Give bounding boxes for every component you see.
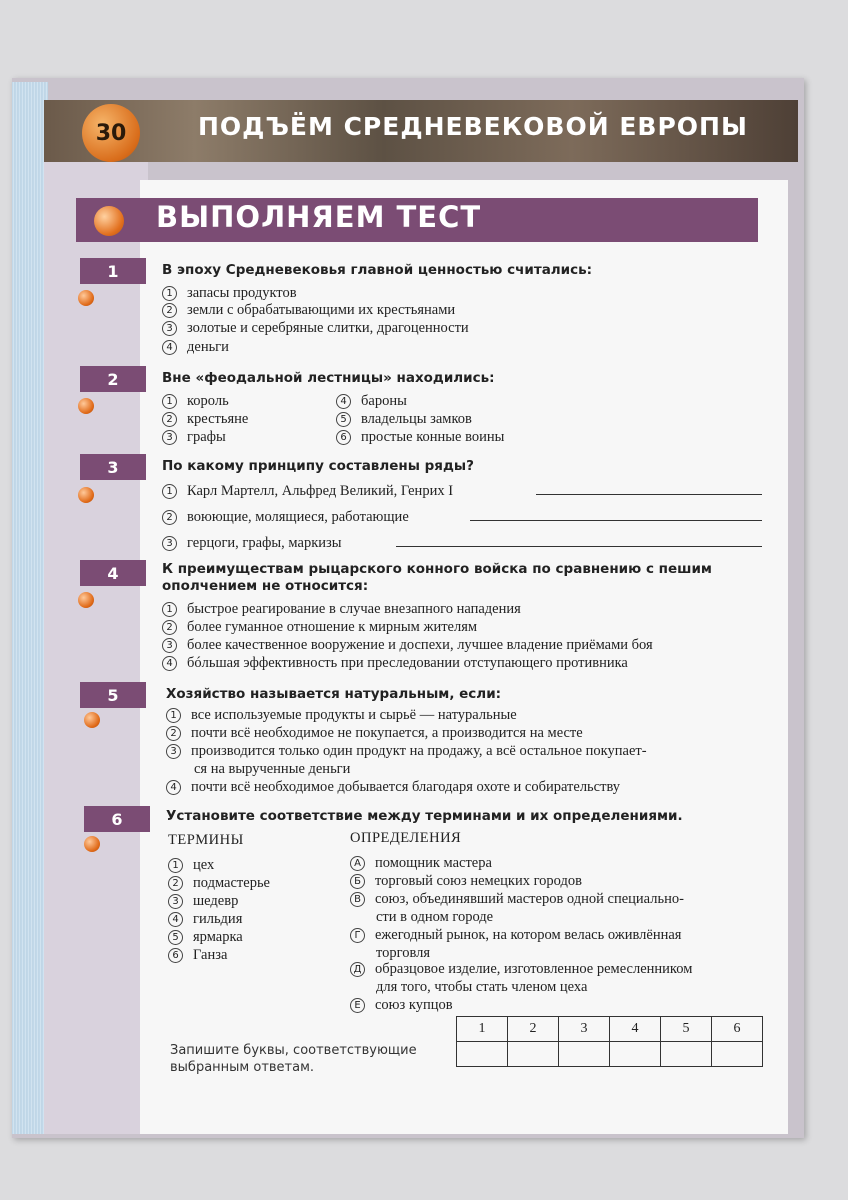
answer-grid bbox=[456, 1016, 763, 1067]
definition-continued: торговля bbox=[376, 945, 431, 961]
question-text: К преимуществам рыцарского конного войска по сравнению с пешим bbox=[162, 561, 712, 577]
answer-option[interactable]: 3 графы bbox=[162, 428, 226, 446]
answer-option: 3 герцоги, графы, маркизы bbox=[162, 534, 341, 552]
question-number: 1 bbox=[80, 258, 146, 284]
answer-cell[interactable] bbox=[712, 1042, 763, 1067]
term-item: 1 цех bbox=[168, 856, 214, 874]
term-item: 3 шедевр bbox=[168, 892, 238, 910]
answer-cell[interactable] bbox=[457, 1042, 508, 1067]
answer-option[interactable]: 1 все используемые продукты и сырьё — натуральные bbox=[166, 706, 517, 724]
term-item: 4 гильдия bbox=[168, 910, 242, 928]
question-number: 3 bbox=[80, 454, 146, 480]
question-text: По какому принципу составлены ряды? bbox=[162, 458, 474, 474]
answer-option[interactable]: 5 владельцы замков bbox=[336, 410, 472, 428]
question-text: Вне «феодальной лестницы» находились: bbox=[162, 370, 495, 386]
definition-item: В союз, объединявший мастеров одной специально- bbox=[350, 890, 684, 908]
orange-ball-icon bbox=[78, 487, 94, 503]
answer-option[interactable]: 2 почти всё необходимое не покупается, а производится на месте bbox=[166, 724, 583, 742]
answer-cell[interactable] bbox=[610, 1042, 661, 1067]
answer-option[interactable]: 6 простые конные воины bbox=[336, 428, 504, 446]
answer-col-header: 6 bbox=[712, 1017, 763, 1042]
answer-option[interactable]: 3 более качественное вооружение и доспехи, лучшее владение приёмами боя bbox=[162, 636, 653, 654]
answer-col-header: 3 bbox=[559, 1017, 610, 1042]
answer-option: 2 воюющие, молящиеся, работающие bbox=[162, 508, 409, 526]
page-edges bbox=[12, 82, 48, 1134]
answer-option[interactable]: 4 почти всё необходимое добывается благодаря охоте и собирательству bbox=[166, 778, 620, 796]
answer-option: 1 Карл Мартелл, Альфред Великий, Генрих I bbox=[162, 482, 453, 500]
definition-item: Б торговый союз немецких городов bbox=[350, 872, 582, 890]
answer-instruction: Запишите буквы, соответствующие выбранным ответам. bbox=[170, 1043, 417, 1075]
definition-item: Е союз купцов bbox=[350, 996, 453, 1014]
answer-option[interactable]: 3 производится только один продукт на продажу, а всё остальное покупает- bbox=[166, 742, 647, 760]
term-item: 5 ярмарка bbox=[168, 928, 243, 946]
definition-continued: для того, чтобы стать членом цеха bbox=[376, 979, 588, 995]
orange-ball-icon bbox=[78, 592, 94, 608]
answer-cell[interactable] bbox=[508, 1042, 559, 1067]
page-number: 30 bbox=[82, 104, 140, 162]
answer-option[interactable]: 2 крестьяне bbox=[162, 410, 248, 428]
answer-col-header: 4 bbox=[610, 1017, 661, 1042]
answer-option[interactable]: 1 король bbox=[162, 392, 229, 410]
orange-ball-icon bbox=[84, 712, 100, 728]
definition-continued: сти в одном городе bbox=[376, 909, 494, 925]
question-number: 6 bbox=[84, 806, 150, 832]
answer-option-continued: ся на вырученные деньги bbox=[194, 761, 351, 777]
definition-item: Д образцовое изделие, изготовленное ремесленником bbox=[350, 960, 692, 978]
answer-option[interactable]: 4 деньги bbox=[162, 338, 229, 356]
question-text: В эпоху Средневековья главной ценностью считались: bbox=[162, 262, 593, 278]
orange-ball-icon bbox=[78, 290, 94, 306]
answer-col-header: 1 bbox=[457, 1017, 508, 1042]
answer-option[interactable]: 3 золотые и серебряные слитки, драгоценности bbox=[162, 319, 469, 337]
answer-line[interactable] bbox=[536, 494, 762, 495]
terms-heading: ТЕРМИНЫ bbox=[168, 832, 244, 848]
chapter-title: ПОДЪЁМ СРЕДНЕВЕКОВОЙ ЕВРОПЫ bbox=[198, 112, 748, 141]
term-item: 6 Ганза bbox=[168, 946, 227, 964]
definitions-heading: ОПРЕДЕЛЕНИЯ bbox=[350, 830, 462, 846]
answer-option[interactable]: 2 более гуманное отношение к мирным жителям bbox=[162, 618, 477, 636]
definition-item: А помощник мастера bbox=[350, 854, 492, 872]
definition-item: Г ежегодный рынок, на котором велась оживлённая bbox=[350, 926, 681, 944]
question-text: Хозяйство называется натуральным, если: bbox=[166, 686, 502, 702]
left-margin bbox=[44, 162, 148, 1134]
answer-option[interactable]: 2 земли с обрабатывающими их крестьянами bbox=[162, 301, 455, 319]
answer-option[interactable]: 1 запасы продуктов bbox=[162, 284, 297, 302]
answer-cell[interactable] bbox=[559, 1042, 610, 1067]
term-item: 2 подмастерье bbox=[168, 874, 270, 892]
answer-col-header: 5 bbox=[661, 1017, 712, 1042]
section-title: ВЫПОЛНЯЕМ ТЕСТ bbox=[156, 200, 482, 234]
answer-col-header: 2 bbox=[508, 1017, 559, 1042]
answer-option[interactable]: 4 бóльшая эффективность при преследовании отступающего противника bbox=[162, 654, 628, 672]
orange-ball-icon bbox=[84, 836, 100, 852]
question-text: Установите соответствие между терминами и их определениями. bbox=[166, 808, 683, 824]
orange-ball-icon bbox=[94, 206, 124, 236]
question-number: 2 bbox=[80, 366, 146, 392]
question-number: 5 bbox=[80, 682, 146, 708]
answer-line[interactable] bbox=[470, 520, 762, 521]
answer-option[interactable]: 1 быстрое реагирование в случае внезапного нападения bbox=[162, 600, 521, 618]
question-text: ополчением не относится: bbox=[162, 578, 369, 594]
orange-ball-icon bbox=[78, 398, 94, 414]
answer-option[interactable]: 4 бароны bbox=[336, 392, 407, 410]
answer-line[interactable] bbox=[396, 546, 762, 547]
answer-cell[interactable] bbox=[661, 1042, 712, 1067]
question-number: 4 bbox=[80, 560, 146, 586]
